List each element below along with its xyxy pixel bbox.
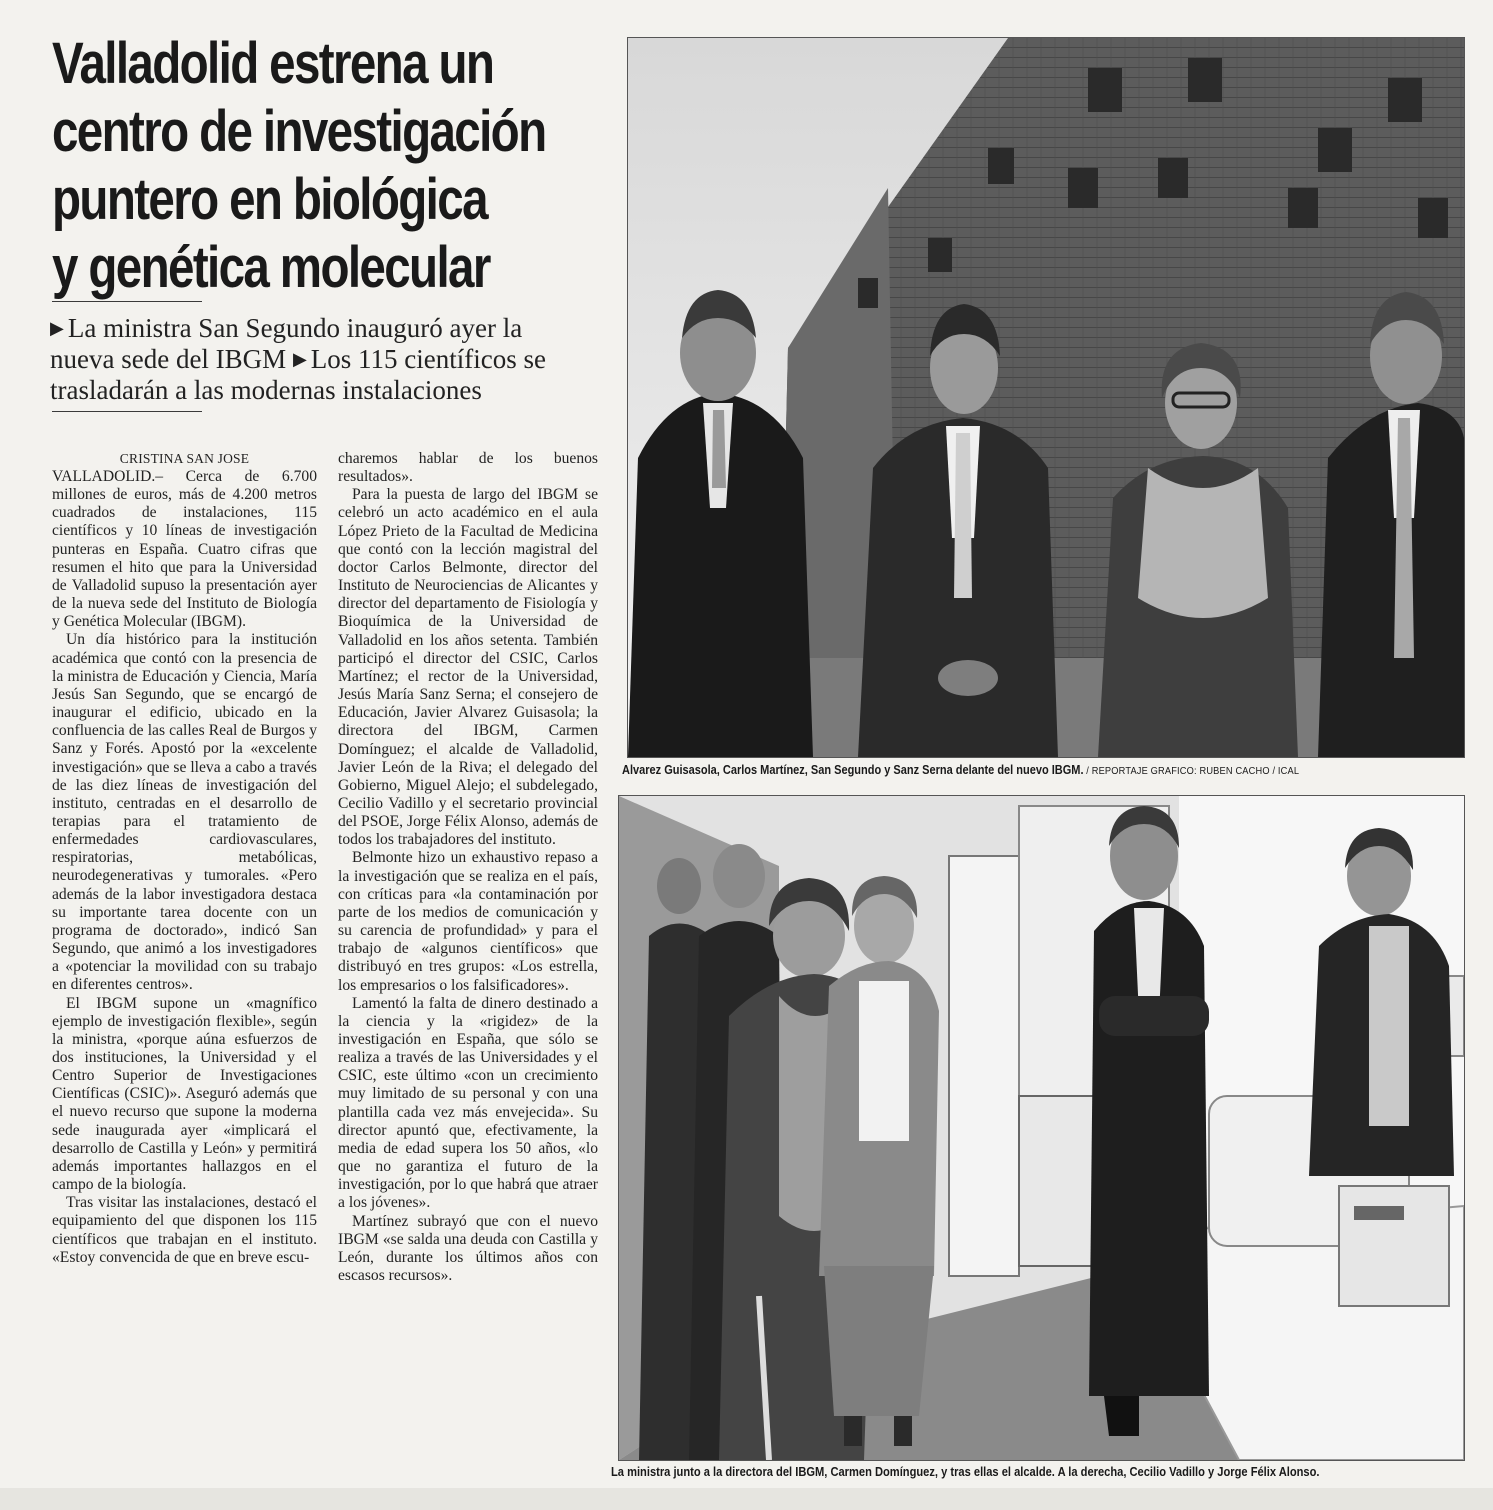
paragraph: Belmonte hizo un exhaustivo repaso a la investigación que se realiza en el país, con críticas para «la contaminación por parte de los medios de comunicación y su carencia de profundidad» y para el trabajo de «algunos científicos» que distribuyó en tres grupos: «Los estrella, los empresarios o los falsificadores».: [338, 849, 598, 994]
paragraph-text: Cerca de 6.700 millones de euros, más de 4.200 metros cuadrados de instalaciones, 115 científicos y 10 líneas de investigación punteras en España. Cuatro cifras que resumen el hito que para la Universidad de Valladolid supuso la presentación ayer de la nueva sede del Instituto de Biología y Genética Molecular (IBGM).: [52, 468, 317, 631]
photo-caption-top: [622, 763, 1299, 777]
subhead-top-rule: [52, 301, 202, 302]
subhead-line-2a: nueva sede del IBGM: [50, 344, 287, 374]
triangle-bullet-icon: ▶: [292, 349, 307, 370]
paragraph: Lamentó la falta de dinero destinado a la ciencia y la «rigidez» de la investigación en España, que sólo se realiza a través de las Universidades y el CSIC, este último «con un crecimiento muy limitado de su personal y con una plantilla cada vez más envejecida». Su director apuntó que, efectivamente, la media de edad supera los 50 años, «lo que no garantiza el futuro de la investigación, por lo que habrá que atraer a los jóvenes».: [338, 994, 598, 1212]
triangle-bullet-icon: ▶: [50, 318, 64, 339]
dateline: VALLADOLID.–: [52, 468, 164, 485]
headline-line-3: puntero en biológica: [52, 167, 487, 232]
subhead-line-2b: Los 115 científicos se: [310, 344, 546, 374]
subhead-bottom-rule: [52, 411, 202, 412]
photo-laboratory-visit: [618, 795, 1465, 1461]
photo-credit: / REPORTAJE GRAFICO: RUBEN CACHO / ICAL: [1083, 765, 1300, 777]
photo-caption-bottom: La ministra junto a la directora del IBGM, Carmen Domínguez, y tras ellas el alcalde. A la derecha, Cecilio Vadillo y Jorge Félix Alonso.: [611, 1465, 1320, 1479]
subhead-line-1: La ministra San Segundo inauguró ayer la: [67, 313, 523, 343]
paragraph: [52, 468, 317, 631]
paragraph: Un día histórico para la institución académica que contó con la presencia de la ministra de Educación y Ciencia, María Jesús San Segundo, que se encargó de inaugurar el edificio, ubicado en la confluencia de las calles Real de Burgos y Sanz y Forés. Apostó por la «excelente investigación» que se lleva a cabo a través de las diez líneas de investigación del instituto, centradas en el desarrollo de terapias para el tratamiento de enfermedades cardiovasculares, respiratorias, metabólicas, neurodegenerativas y tumorales. «Pero además de la labor investigadora destaca su importante tarea docente con un programa de doctorado», indicó San Segundo, que animó a los investigadores a «potenciar la movilidad con su trabajo en diferentes centros».: [52, 631, 317, 994]
paragraph: Martínez subrayó que con el nuevo IBGM «se salda una deuda con Castilla y León, durante los últimos años con escasos recursos».: [338, 1212, 598, 1285]
article-column-2: [338, 450, 598, 1285]
headline-line-4: y genética molecular: [52, 235, 490, 300]
photo-officials-building: [627, 37, 1465, 758]
headline-line-1: Valladolid estrena un: [52, 31, 494, 96]
subheadline: [50, 313, 610, 405]
page-bottom-strip: [0, 1488, 1493, 1510]
headline-line-2: centro de investigación: [52, 99, 546, 164]
article-column-1: [52, 450, 317, 1267]
paragraph: El IBGM supone un «magnífico ejemplo de investigación flexible», según la ministra, «porque aúna esfuerzos de dos instituciones, la Universidad y el Centro Superior de Investigaciones Científicas (CSIC)». Aseguró además que el nuevo recurso que supone la moderna sede inaugurada ayer «implicará el desarrollo de Castilla y León» y permitirá además importantes hallazgos en el campo de la biología.: [52, 994, 317, 1194]
caption-text: Alvarez Guisasola, Carlos Martínez, San Segundo y Sanz Serna delante del nuevo IBGM.: [622, 763, 1084, 777]
headline: [52, 30, 546, 302]
paragraph: charemos hablar de los buenos resultados».: [338, 450, 598, 486]
byline: CRISTINA SAN JOSE: [119, 451, 250, 466]
paragraph: Para la puesta de largo del IBGM se celebró un acto académico en el aula López Prieto de la Facultad de Medicina que contó con la lección magistral del doctor Carlos Belmonte, director del Instituto de Neurociencias de Alicantes y director del departamento de Fisiología y Bioquímica de la Universidad de Valladolid en los años setenta. También participó el director del CSIC, Carlos Martínez; el rector de la Universidad, Jesús María Sanz Serna; el consejero de Educación, Javier Alvarez Guisasola; la directora del IBGM, Carmen Domínguez; el alcalde de Valladolid, Javier León de la Riva; el delegado del Gobierno, Miguel Alejo; el subdelegado, Cecilio Vadillo y el secretario provincial del PSOE, Jorge Félix Alonso, además de todos los trabajadores del instituto.: [338, 486, 598, 849]
paragraph: Tras visitar las instalaciones, destacó el equipamiento del que disponen los 115 científicos que trabajan en el instituto. «Estoy convencida de que en breve escu-: [52, 1194, 317, 1266]
subhead-line-3: trasladarán a las modernas instalaciones: [50, 375, 482, 405]
